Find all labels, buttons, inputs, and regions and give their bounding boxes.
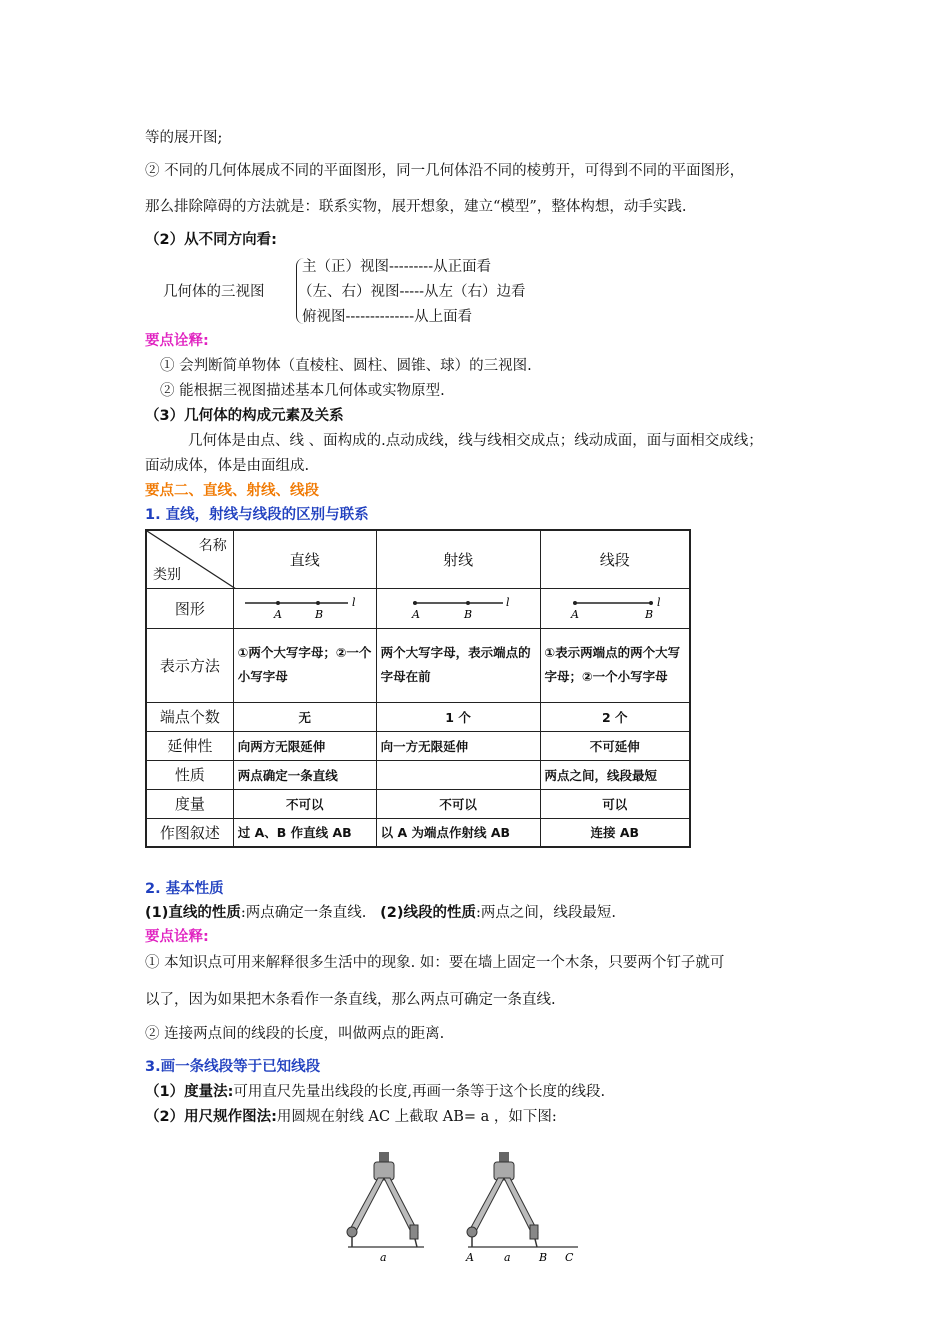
point-a xyxy=(413,601,417,605)
text-line: ② 连接两点间的线段的长度，叫做两点的距离. xyxy=(145,1026,445,1042)
property-line xyxy=(145,903,616,923)
point-a xyxy=(573,601,577,605)
note-heading: 要点诠释: xyxy=(145,333,209,349)
table-row xyxy=(146,702,690,731)
cell: 两点确定一条直线 xyxy=(233,760,376,789)
section-title: 要点二、直线、射线、线段 xyxy=(145,483,319,499)
row-label-construct: 作图叙述 xyxy=(146,818,233,847)
cell: 1 个 xyxy=(376,702,540,731)
label-a: A xyxy=(273,608,282,621)
view-item: 俯视图--------------从上面看 xyxy=(302,309,473,325)
text-line: 面动成体，体是由面组成. xyxy=(145,458,310,474)
point-a xyxy=(276,601,280,605)
row-label-property: 性质 xyxy=(146,760,233,789)
label-l: l xyxy=(506,596,510,609)
figure-segment xyxy=(540,588,690,628)
pencil-holder xyxy=(410,1225,418,1239)
table-row xyxy=(146,731,690,760)
method1-label: （1）度量法: xyxy=(145,1084,234,1100)
cell: 无 xyxy=(233,702,376,731)
compass-figure-left xyxy=(340,1150,430,1265)
line-figure-svg xyxy=(240,591,370,621)
label-B: B xyxy=(539,1251,548,1264)
text-line: ② 不同的几何体展成不同的平面图形，同一几何体沿不同的棱剪开，可得到不同的平面图形， xyxy=(145,163,745,179)
cell: 2 个 xyxy=(540,702,690,731)
cell xyxy=(376,760,540,789)
cell: 不可以 xyxy=(376,789,540,818)
method2-label: （2）用尺规作图法: xyxy=(145,1109,277,1125)
compass-joint xyxy=(467,1227,477,1237)
label-C: C xyxy=(565,1251,574,1264)
section-heading: （2）从不同方向看: xyxy=(145,232,277,248)
pencil-tip xyxy=(415,1239,417,1247)
segment-figure-svg xyxy=(545,591,685,621)
table-corner-cell xyxy=(146,530,233,588)
table-row xyxy=(146,628,690,702)
cell: ①两个大写字母；②一个小写字母 xyxy=(233,628,376,702)
text-line: ① 会判断简单物体（直棱柱、圆柱、圆锥、球）的三视图. xyxy=(160,358,532,374)
compass-leg-left xyxy=(468,1178,504,1235)
method-line xyxy=(145,1082,605,1102)
point-b xyxy=(316,601,320,605)
cell: 向两方无限延伸 xyxy=(233,731,376,760)
cell: 连接 AB xyxy=(540,818,690,847)
label-A: A xyxy=(466,1251,474,1264)
label-b: B xyxy=(464,608,473,621)
col-header-line: 直线 xyxy=(233,530,376,588)
comparison-table xyxy=(145,529,691,848)
text-line: 那么排除障碍的方法就是：联系实物，展开想象，建立“模型”，整体构想，动手实践. xyxy=(145,199,687,215)
compass-head xyxy=(374,1162,394,1180)
label-b: B xyxy=(644,608,653,621)
figure-ray xyxy=(376,588,540,628)
label-l: l xyxy=(351,596,356,609)
pencil-holder xyxy=(530,1225,538,1239)
figure-line xyxy=(233,588,376,628)
compass-figure-right xyxy=(460,1150,580,1265)
view-item: 主（正）视图---------从正面看 xyxy=(302,259,492,275)
corner-type-label: 类别 xyxy=(153,566,181,583)
section-heading: （3）几何体的构成元素及关系 xyxy=(145,408,344,424)
text-line: 几何体是由点、线 、面构成的.点动成线，线与线相交成点；线动成面，面与面相交成线； xyxy=(188,433,763,449)
prop-b-label: (2)线段的性质 xyxy=(380,905,477,921)
compass-knob xyxy=(379,1152,389,1162)
row-label-extend: 延伸性 xyxy=(146,731,233,760)
note-heading: 要点诠释: xyxy=(145,929,209,945)
table-row xyxy=(146,818,690,847)
method1-text: 可用直尺先量出线段的长度,再画一条等于这个长度的线段. xyxy=(233,1084,606,1100)
text-line: ① 本知识点可用来解释很多生活中的现象. 如：要在墙上固定一个木条，只要两个钉子就可 xyxy=(145,955,725,971)
table-row xyxy=(146,789,690,818)
cell: 两个大写字母，表示端点的字母在前 xyxy=(376,628,540,702)
method2-text: 用圆规在射线 AC 上截取 AB= a ，如下图: xyxy=(276,1109,557,1125)
prop-b-text: :两点之间，线段最短. xyxy=(476,905,617,921)
prop-a-text: :两点确定一条直线. xyxy=(240,905,367,921)
text-line: 等的展开图; xyxy=(145,130,223,146)
label-a: a xyxy=(504,1251,511,1264)
table-row xyxy=(146,588,690,628)
subsection-title: 1. 直线，射线与线段的区别与联系 xyxy=(145,507,369,523)
three-views-label: 几何体的三视图 xyxy=(163,284,265,300)
cell: 以 A 为端点作射线 AB xyxy=(376,818,540,847)
row-label-notation: 表示方法 xyxy=(146,628,233,702)
label-l: l xyxy=(656,596,661,609)
prop-a-label: (1)直线的性质 xyxy=(145,905,241,921)
text-line: 以了，因为如果把木条看作一条直线，那么两点可确定一条直线. xyxy=(145,992,556,1008)
compass-leg-left xyxy=(348,1178,384,1235)
row-label-measure: 度量 xyxy=(146,789,233,818)
table-row xyxy=(146,530,690,588)
row-label-endpoints: 端点个数 xyxy=(146,702,233,731)
subsection-title: 3.画一条线段等于已知线段 xyxy=(145,1059,321,1075)
ray-figure-svg xyxy=(383,591,533,621)
compass-head xyxy=(494,1162,514,1180)
label-b: B xyxy=(314,608,323,621)
cell: 不可延伸 xyxy=(540,731,690,760)
view-item: （左、右）视图-----从左（右）边看 xyxy=(298,284,526,300)
compass-joint xyxy=(347,1227,357,1237)
compass-knob xyxy=(499,1152,509,1162)
cell: 不可以 xyxy=(233,789,376,818)
text-line: ② 能根据三视图描述基本几何体或实物原型. xyxy=(160,383,445,399)
cell: 可以 xyxy=(540,789,690,818)
cell: 两点之间，线段最短 xyxy=(540,760,690,789)
method-line xyxy=(145,1107,557,1127)
col-header-segment: 线段 xyxy=(540,530,690,588)
point-b xyxy=(649,601,653,605)
pencil-tip xyxy=(535,1239,537,1247)
table-row xyxy=(146,760,690,789)
label-a: A xyxy=(570,608,579,621)
corner-name-label: 名称 xyxy=(198,538,227,554)
row-label-figure: 图形 xyxy=(146,588,233,628)
col-header-ray: 射线 xyxy=(376,530,540,588)
cell: ①表示两端点的两个大写字母；②一个小写字母 xyxy=(540,628,690,702)
point-b xyxy=(466,601,470,605)
label-a: a xyxy=(380,1251,387,1264)
subsection-title: 2. 基本性质 xyxy=(145,881,224,897)
cell: 过 A、B 作直线 AB xyxy=(233,818,376,847)
label-a: A xyxy=(412,608,421,621)
cell: 向一方无限延伸 xyxy=(376,731,540,760)
